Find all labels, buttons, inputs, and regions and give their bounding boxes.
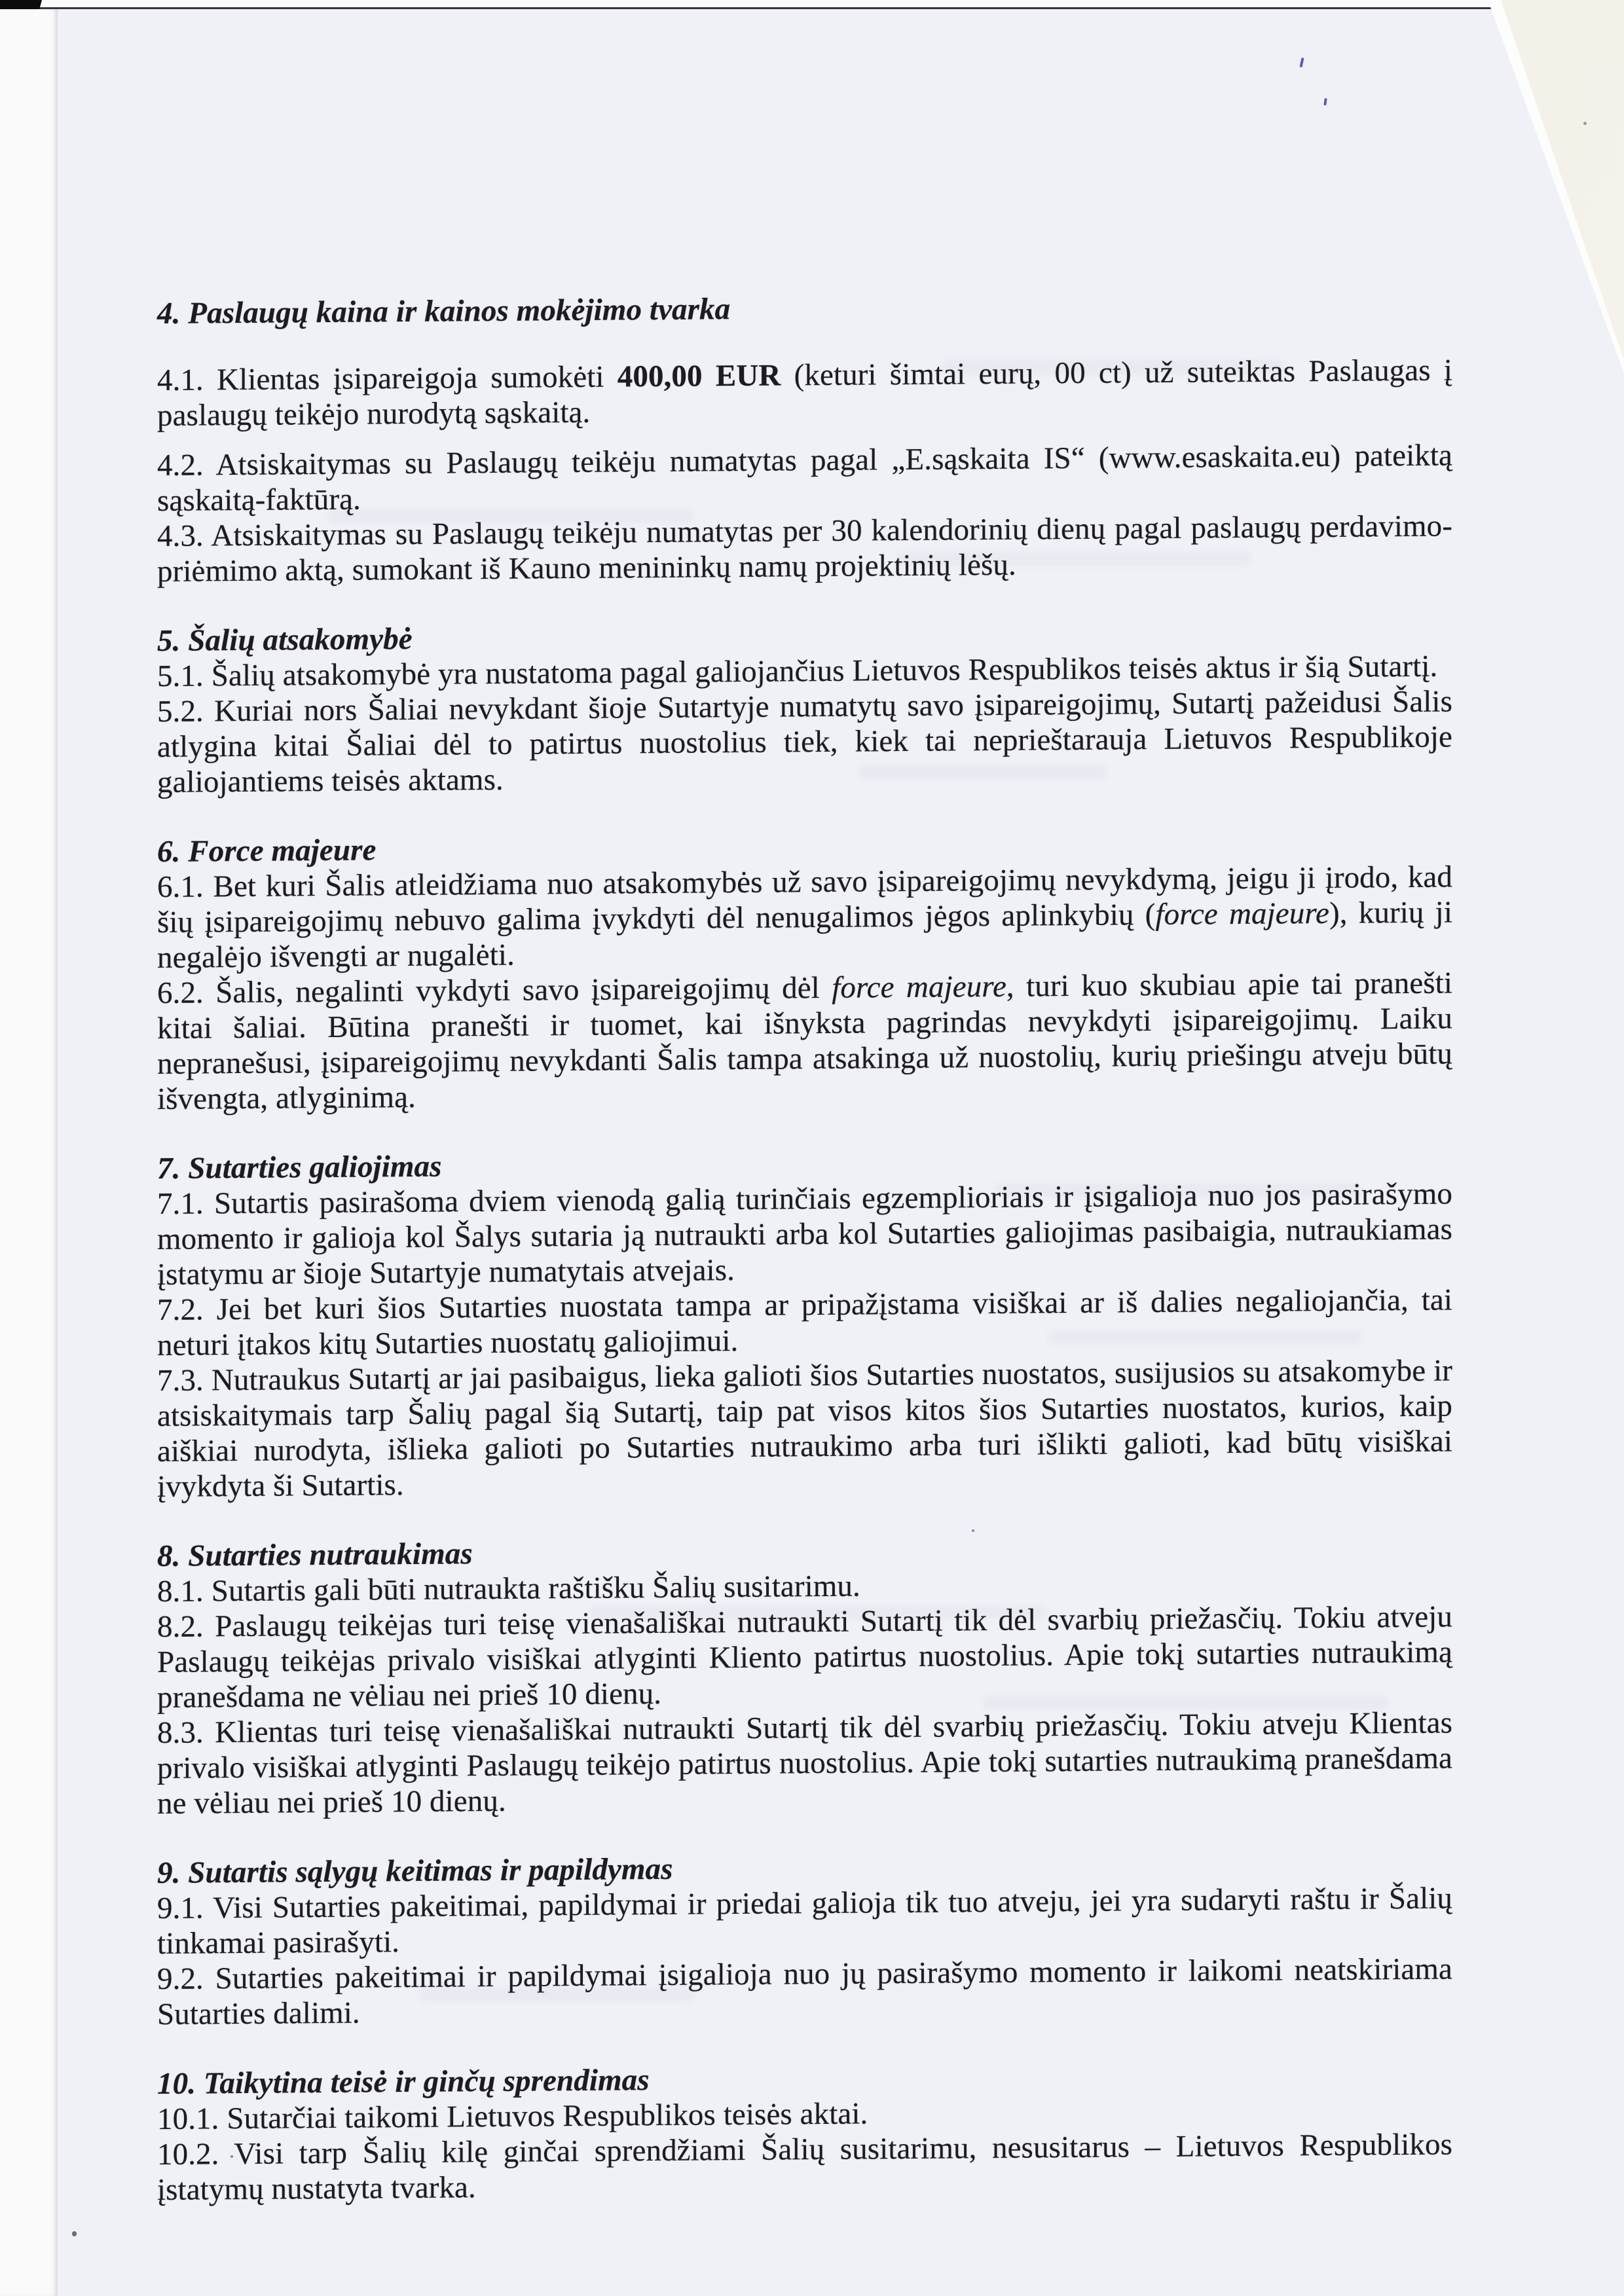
section-heading: 10. Taikytina teisė ir ginčų sprendimas	[157, 2063, 650, 2101]
contract-section	[157, 1528, 1452, 1821]
text-run: 9.2. Sutarties pakeitimai ir papildymai įsigalioja nuo jų pasirašymo momento ir laikomi neatskiriama Sutarties dalimi.	[157, 1952, 1452, 2032]
pen-mark	[1299, 58, 1304, 68]
text-run: 8.2. Paslaugų teikėjas turi teisę vienašališkai nutraukti Sutartį tik dėl svarbių priežasčių. Tokiu atveju Paslaugų teikėjas privalo visiškai atlyginti Kliento patirtus nuostolius. Apie tokį sutarties nutraukimą pranešdama ne vėliau nei prieš 10 dienų.	[157, 1599, 1452, 1715]
section-heading: 9. Sutartis sąlygų keitimas ir papildymas	[157, 1851, 673, 1890]
text-run: 7.1. Sutartis pasirašoma dviem vienodą galią turinčiais egzemplioriais ir įsigalioja nuo jos pasirašymo momento ir galioja kol Šalys sutaria ją nutraukti arba kol Sutarties galiojimas pasibaigia, nutraukiamas įstatymu ar šioje Sutartyje numatytais atvejais.	[157, 1176, 1452, 1292]
dust-speck	[1583, 122, 1587, 125]
text-run: 8.1. Sutartis gali būti nutraukta raštišku Šalių susitarimu.	[157, 1569, 860, 1609]
contract-section	[157, 1845, 1452, 2032]
pen-mark	[1323, 98, 1327, 105]
text-run: 7.2. Jei bet kuri šios Sutarties nuostata tampa ar pripažįstama visiškai ar iš dalies negaliojančia, tai neturi įtakos kitų Sutarties nuostatų galiojimui.	[157, 1283, 1452, 1362]
text-run: 10.2. Visi tarp Šalių kilę ginčai sprendžiami Šalių susitarimu, nesusitarus – Lietuvos Respublikos įstatymų nustatyta tvarka.	[157, 2127, 1452, 2207]
contract-paragraph	[157, 1599, 1452, 1715]
contract-paragraph	[157, 1880, 1452, 1961]
text-run: 5.2. Kuriai nors Šaliai nevykdant šioje Sutartyje numatytų savo įsipareigojimų, Sutartį pažeidusi Šalis atlygina kitai Šaliai dėl to patirtus nuostolius tiek, kiek tai neprieštarauja Lietuvos Respublikoje galiojantiems teisės aktams.	[157, 684, 1452, 799]
contract-paragraph	[157, 1282, 1452, 1363]
text-run: 7.3. Nutraukus Sutartį ar jai pasibaigus, lieka galioti šios Sutarties nuostatos, susijusios su atsakomybe ir atsiskaitymais tarp Šalių pagal šią Sutartį, taip pat visos kitos šios Sutarties nuostatos, kurios, kaip aiškiai nurodyta, išlieka galioti po Sutarties nutraukimo arba turi išlikti galioti, kad būtų visiškai įvykdyta ši Sutartis.	[157, 1353, 1452, 1504]
scanner-edge-line	[0, 7, 1624, 9]
text-run: ), kurių ji negalėjo išvengti ar nugalėti.	[157, 895, 1452, 975]
scanner-top-band	[0, 0, 1624, 7]
section-heading: 7. Sutarties galiojimas	[157, 1149, 442, 1186]
text-run: 5.1. Šalių atsakomybė yra nustatoma pagal galiojančius Lietuvos Respublikos teisės aktus ir šią Sutartį.	[157, 649, 1438, 693]
contract-paragraph	[157, 1353, 1452, 1504]
section-heading: 6. Force majeure	[157, 833, 377, 869]
contract-section	[157, 285, 1452, 589]
contract-paragraph	[157, 1951, 1452, 2032]
italic-run: force majeure	[832, 969, 1006, 1005]
contract-section	[157, 824, 1452, 1117]
contract-paragraph	[157, 2126, 1452, 2208]
contract-paragraph	[157, 437, 1452, 519]
section-heading: 5. Šalių atsakomybė	[157, 621, 413, 658]
section-heading: 8. Sutarties nutraukimas	[157, 1537, 473, 1573]
text-run: , turi kuo skubiau apie tai pranešti kitai šaliai. Būtina pranešti ir tuomet, kai išnyksta pagrindas nevykdyti įsipareigojimų. Laiku nepranešusi, įsipareigojimų nevykdanti Šalis tampa atsakinga už nuostolių, kurių priešingu atveju būtų išvengta, atlyginimą.	[157, 966, 1452, 1116]
page-left-edge	[0, 9, 58, 2296]
text-run: 9.1. Visi Sutarties pakeitimai, papildymai ir priedai galioja tik tuo atveju, jei yra sudaryti raštu ir Šalių tinkamai pasirašyti.	[157, 1881, 1452, 1961]
text-run: (keturi šimtai eurų, 00 ct) už suteiktas Paslaugas į paslaugų teikėjo nurodytą sąskaitą.	[157, 353, 1452, 433]
contract-paragraph	[157, 352, 1452, 433]
text-run: 4.3. Atsiskaitymas su Paslaugų teikėju numatytas per 30 kalendorinių dienų pagal paslaugų perdavimo-priėmimo aktą, sumokant iš Kauno menininkų namų projektinių lėšų.	[157, 509, 1452, 589]
text-run: 4.1. Klientas įsipareigoja sumokėti	[157, 359, 618, 397]
text-run: 8.3. Klientas turi teisę vienašališkai nutraukti Sutartį tik dėl svarbių priežasčių. Tokiu atveju Klientas privalo visiškai atlyginti Paslaugų teikėjo patirtus nuostolius. Apie tokį sutarties nutraukimą pranešdama ne vėliau nei prieš 10 dienų.	[157, 1705, 1452, 1821]
text-run: 6.2. Šalis, negalinti vykdyti savo įsipareigojimų dėl	[157, 970, 832, 1010]
bold-run: 400,00 EUR	[617, 358, 781, 394]
contract-paragraph	[157, 683, 1452, 800]
contract-section	[157, 2056, 1452, 2208]
italic-run: force majeure	[1155, 896, 1329, 932]
contract-paragraph	[157, 859, 1452, 975]
contract-paragraph	[157, 965, 1452, 1117]
contract-body	[157, 285, 1452, 2208]
text-run: 4.2. Atsiskaitymas su Paslaugų teikėju numatytas pagal „E.sąskaita IS“ (www.esaskaita.eu) pateiktą sąskaitą-faktūrą.	[157, 438, 1452, 518]
contract-paragraph	[157, 1705, 1452, 1821]
contract-section	[157, 613, 1452, 800]
text-run: 6.1. Bet kuri Šalis atleidžiama nuo atsakomybės už savo įsipareigojimų nevykdymą, jeigu ji įrodo, kad šių įsipareigojimų nebuvo galima įvykdyti dėl nenugalimos jėgos aplinkybių (	[157, 860, 1452, 939]
contract-section	[157, 1140, 1452, 1504]
section-heading: 4. Paslaugų kaina ir kainos mokėjimo tvarka	[157, 292, 731, 331]
contract-paragraph	[157, 508, 1452, 589]
contract-paragraph	[157, 1176, 1452, 1292]
text-run: 10.1. Sutarčiai taikomi Lietuvos Respublikos teisės aktai.	[157, 2096, 868, 2136]
dust-speck	[72, 2231, 77, 2236]
